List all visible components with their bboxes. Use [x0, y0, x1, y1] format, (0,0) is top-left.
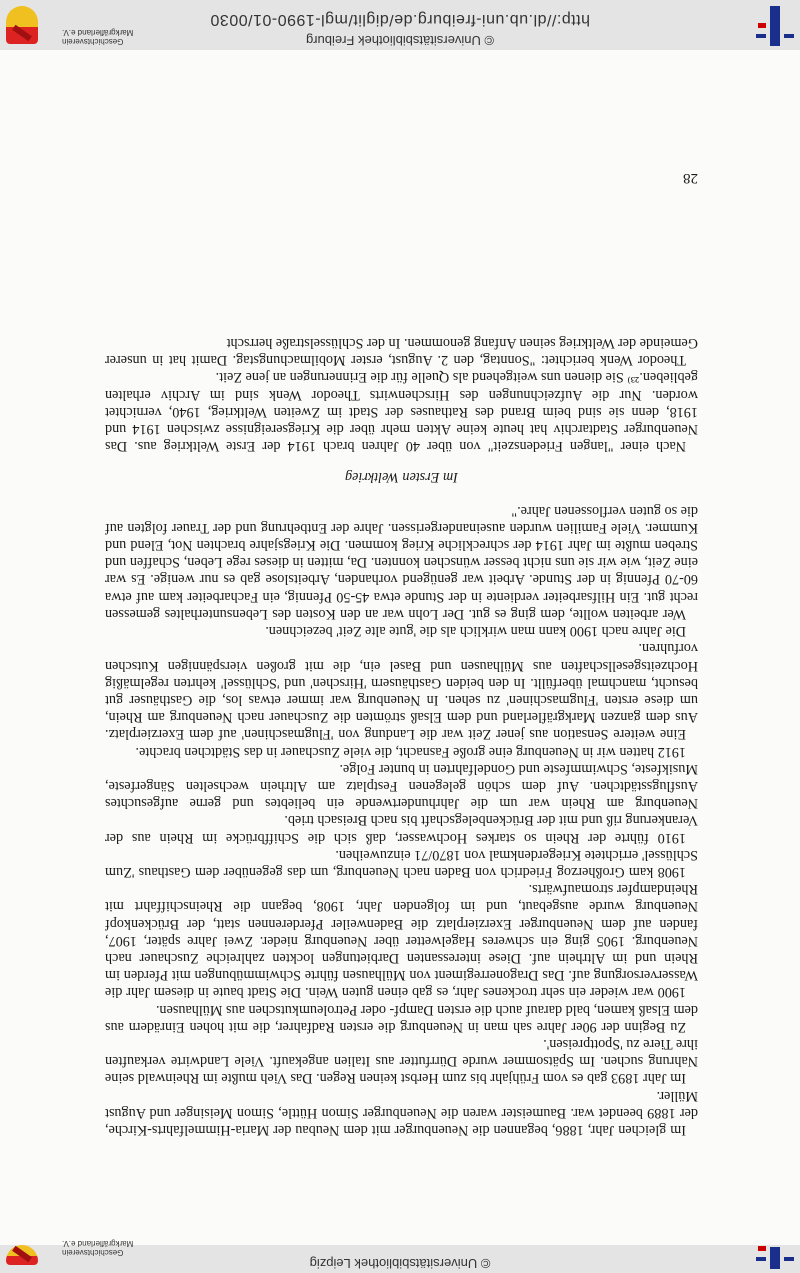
paragraph: Wer arbeiten wollte, dem ging es gut. Der Lohn war an den Kosten des Lebensunterhaltes gemessen recht gut. Ein Hilfsarbeiter verdiente in der Stunde etwa 45-50 Pfennig, ein Facharbeiter kam auf etwa 60-70 Pfennig in der Stunde. Arbeit war genügend vorhanden, Arbeitslose gab es nur wenige. Es war eine Zeit, wie wir sie uns nicht besser wünschen konnten. Da, mitten in dieses rege Leben, Schaffen und Streben mußte im Jahr 1914 der schreckliche Krieg kommen. Die Kriegsjahre brachten Not, Elend und Kummer. Viele Familien wurden auseinandergerissen. Jahre der Entbehrung und der Trauer folgten auf die so guten verflossenen Jahre.": [105, 502, 698, 622]
footer-url[interactable]: http://dl.ub.uni-freiburg.de/diglit/mgl-1990-01/0030: [210, 11, 590, 28]
paragraph: 1908 kam Großherzog Friedrich von Baden nach Neuenburg, um das gegenüber dem Gasthaus 'Zum Schlüssel' errichtete Kriegerdenkmal von 1870/71 einzuweihen.: [105, 846, 698, 880]
crest-icon: [6, 1245, 38, 1265]
paragraph: Neuenburg am Rhein war um die Jahrhundertwende ein beliebtes und gerne aufgesuchtes Ausflugsstädtchen. Auf dem schön gelegenen Festplatz am Altrhein wechselten Sängerfeste, Musikfeste, Schwimmfeste und Gondelfahrten in bunter Folge.: [105, 760, 698, 812]
crest-icon: [6, 6, 38, 44]
paragraph: Die Jahre nach 1900 kann man wirklich als die 'gute alte Zeit' bezeichnen.: [265, 623, 686, 640]
header-org: Geschichtsverein Markgräflerland e.V.: [62, 1239, 134, 1257]
paragraph: Im Jahr 1893 gab es vom Frühjahr bis zum Herbst keinen Regen. Das Vieh mußte im Rheinwald seine Nahrung suchen. Im Spätsommer wurde Dürrfutter aus Italien angekauft. Viele Landwirte verkauften ihre Tiere zu 'Spottpreisen'.: [105, 1035, 698, 1087]
paragraph: Im gleichen Jahr, 1886, begannen die Neuenburger mit dem Neubau der Maria-Himmelfahrts-Kirche, der 1889 beendet war. Baumeister waren die Neuenburger Simon Hüttle, Simon Meisinger und August Müller.: [105, 1087, 698, 1138]
footer-library: © Universitätsbibliothek Freiburg: [305, 33, 495, 48]
footer-org: Geschichtsverein Markgräflerland e.V.: [62, 28, 134, 46]
body-text: [105, 334, 698, 1138]
paragraph: 1912 hatten wir in Neuenburg eine große Fasnacht, die viele Zuschauer in das Städtchen brachte.: [135, 743, 686, 760]
header-library: © Universitätsbibliothek Leipzig: [309, 1256, 491, 1271]
paragraph: Eine weitere Sensation aus jener Zeit war die Landung von 'Flugmaschinen' auf dem Exerzierplatz. Aus dem ganzen Markgräflerland und dem Elsaß strömten die Zuschauer nach Neuenburg am Rhein, um diese ersten 'Flugmaschinen' zu sehen. In Neuenburg war immer etwas los, die Gasthäuser gut besucht, manchmal überfüllt. In den beiden Gasthäusern 'Hirschen' und 'Schlüssel' kehrten regelmäßig Hochzeitsgesellschaften aus Mülhausen und Basel ein, die mit großen vierspännigen Kutschen vorfuhren.: [105, 640, 698, 743]
paragraph: Theodor Wenk berichtet: "Sonntag, den 2. August, erster Mobilmachungstag. Damit hat in unserer Gemeinde der Weltkrieg seinen Anfang genommen. In der Schlüsselstraße herrscht: [105, 335, 698, 369]
header-bar: [0, 1239, 800, 1273]
section-heading: Im Ersten Weltkrieg: [345, 469, 458, 486]
paragraph: Nach einer "langen Friedenszeit" von über 40 Jahren brach 1914 der Erste Weltkrieg aus. Das Neuenburger Stadtarchiv hat heute keine Akten mehr über die Kriegsereignisse zwischen 1914 und 1918, denn sie sind beim Brand des Rathauses der Stadt im Zweiten Weltkrieg, 1940, vernichtet worden. Nur die Aufzeichnungen des Hirschenwirts Theodor Wenk sind im Archiv erhalten geblieben.²³⁾ Sie dienen uns weitgehend als Quelle für die Erinnerungen an jene Zeit.: [105, 369, 698, 455]
page-number: 28: [683, 170, 698, 186]
paragraph: 1910 führte der Rhein so starkes Hochwasser, daß sich die Schiffbrücke im Rhein aus der Verankerung riß und mit der Brückenbelegschaft bis nach Breisach trieb.: [105, 812, 698, 846]
paragraph: 1900 war wieder ein sehr trockenes Jahr, es gab einen guten Wein. Die Stadt baute in diesem Jahr die Wasserversorgung auf. Das Dragonerregiment von Mülhausen führte Schwimmübungen mit Pferden im Rhein und im Altrhein auf. Diese interessanten Darbietungen lockten zahlreiche Zuschauer nach Neuenburg. 1905 ging ein schweres Hagelwetter über Neuenburg nieder. Zwei Jahre später, 1907, fanden auf dem Neuenburger Exerzierplatz die Badenweiler Pferderennen statt, der Brückenkopf Neuenburg wurde ausgebaut, und im folgenden Jahr, 1908, begann die Rheinschiffahrt mit Rheindampfer stromaufwärts.: [105, 881, 698, 1001]
paragraph: Zu Beginn der 90er Jahre sah man in Neuenburg die ersten Radfahrer, die mit hohen Einrädern aus dem Elsaß kamen, bald darauf auch die ersten Dampf- oder Petroleumkutschen aus Mülhausen.: [105, 1001, 698, 1035]
footer-bar: [0, 0, 800, 50]
